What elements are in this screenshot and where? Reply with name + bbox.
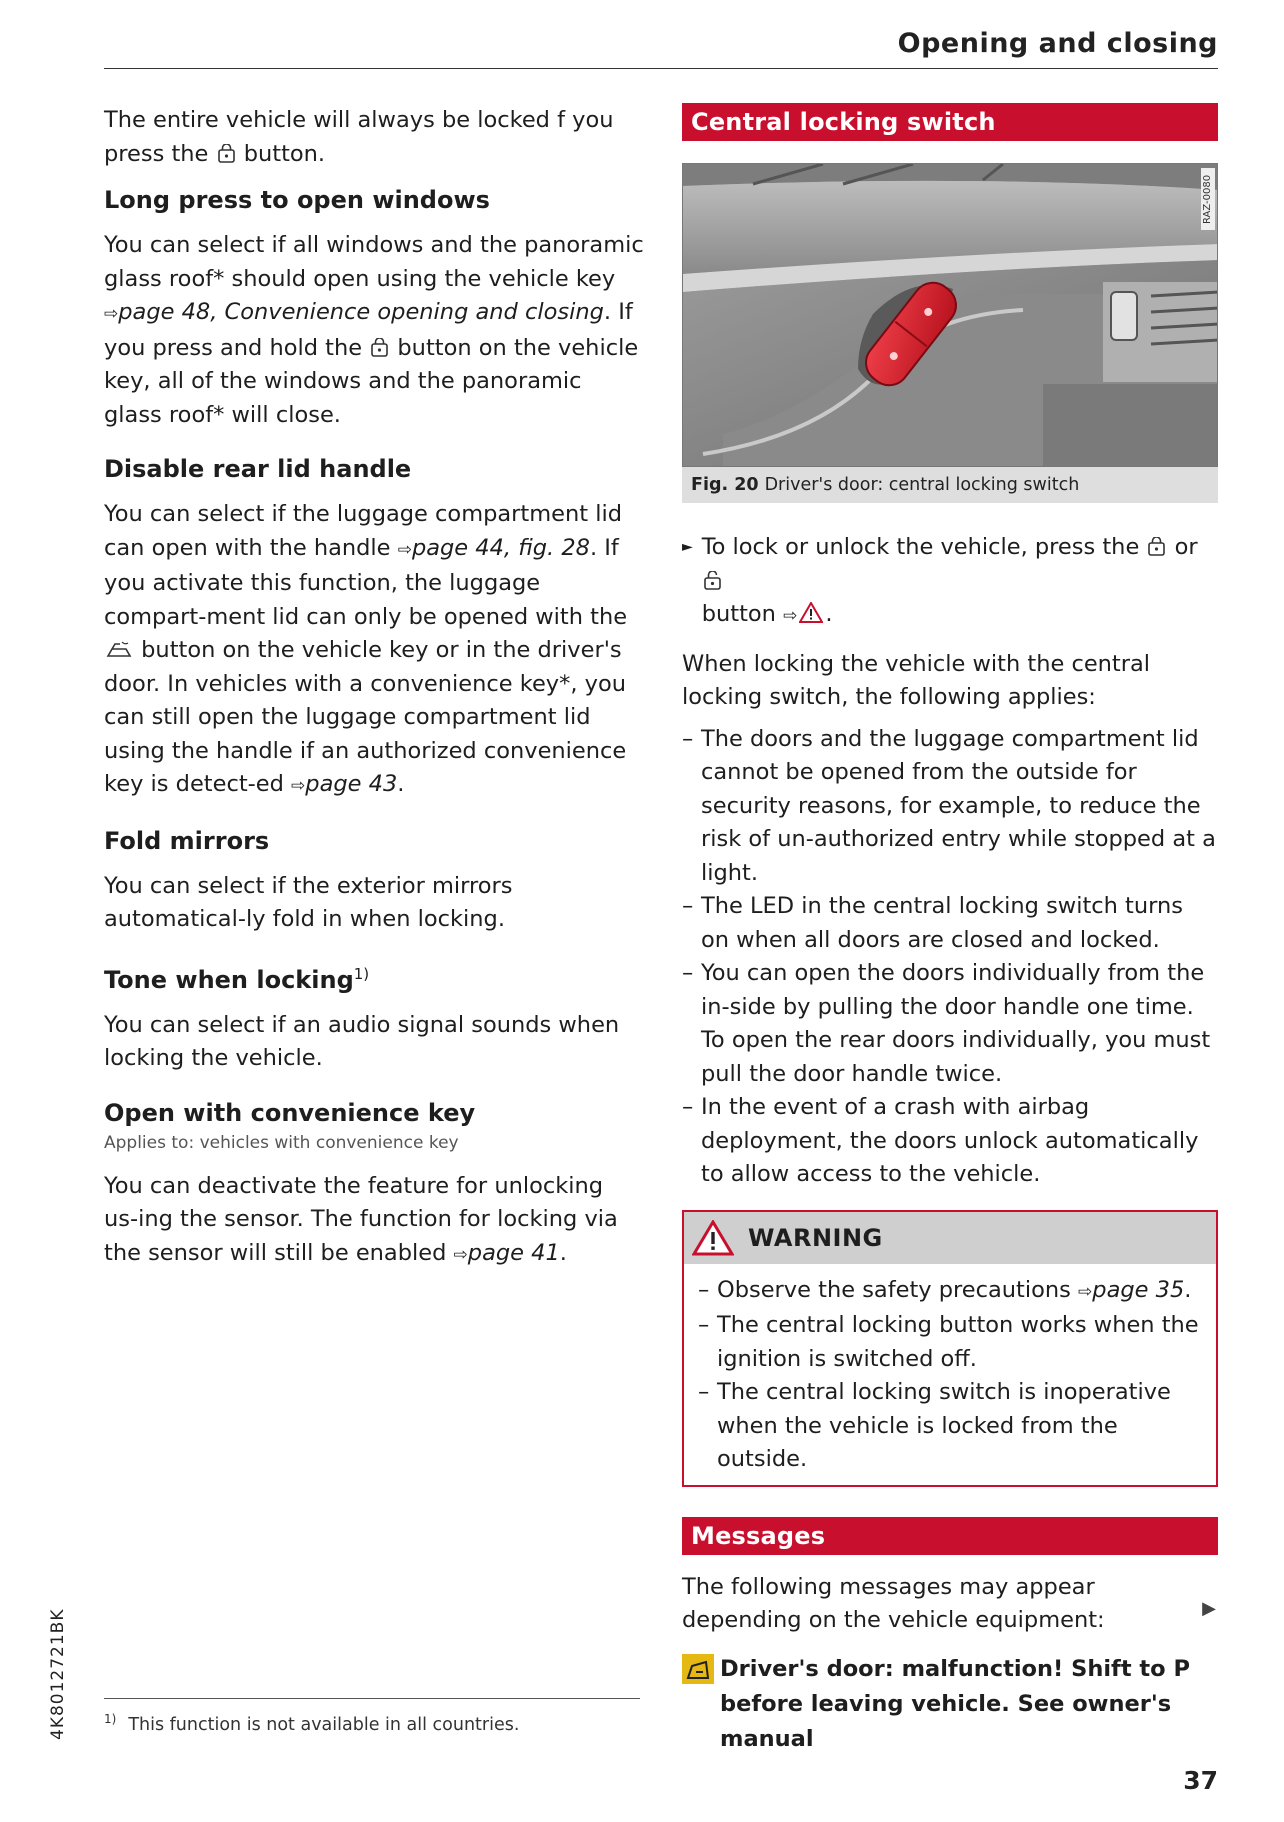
messages-intro: The following messages may appear depending on the vehicle equipment: bbox=[682, 1573, 1105, 1633]
heading-rear-lid: Disable rear lid handle bbox=[104, 455, 412, 483]
page-link[interactable]: page 44, fig. 28 bbox=[411, 534, 590, 561]
paragraph-convenience-key: You can deactivate the feature for unlocking us-ing the sensor. The function for locking via the sensor will still be enabled ⇨page 41. bbox=[104, 1172, 618, 1266]
list-item: – You can open the doors individually from the in-side by pulling the door handle one time. To open the rear doors individually, you must pull the door handle twice. bbox=[682, 957, 1218, 1091]
figure-caption: Fig. 20 Driver's door: central locking switch bbox=[682, 467, 1218, 503]
arrow-icon: ⇨ bbox=[1078, 1281, 1093, 1302]
trunk-open-icon bbox=[106, 640, 132, 659]
header-rule bbox=[104, 68, 1218, 69]
warning-box bbox=[682, 1210, 1218, 1487]
warning-triangle-icon bbox=[692, 1220, 734, 1256]
footnote: $^{1)}$ This function is not available in all countries. bbox=[104, 1712, 520, 1735]
page-link[interactable]: page 43 bbox=[305, 771, 398, 797]
warning-triangle-icon[interactable] bbox=[799, 602, 823, 623]
page-link[interactable]: page 35 bbox=[1092, 1276, 1185, 1303]
intro-paragraph: The entire vehicle will always be locked f you press the button. bbox=[104, 107, 614, 167]
lock-icon bbox=[371, 338, 388, 357]
heading-tone-locking: Tone when locking$^{1)}$ bbox=[104, 964, 370, 994]
page-link[interactable]: page 41 bbox=[467, 1239, 560, 1266]
left-column bbox=[104, 104, 644, 1272]
list-item: – The central locking button works when the ignition is switched off. bbox=[698, 1309, 1206, 1376]
list-item: – Observe the safety precautions ⇨page 35. bbox=[698, 1274, 1206, 1310]
section-bar-central-locking: Central locking switch bbox=[682, 103, 1218, 141]
heading-long-press: Long press to open windows bbox=[104, 186, 490, 214]
document-code: 4K8012721BK bbox=[48, 1608, 68, 1740]
instruction-step bbox=[682, 531, 1218, 634]
lock-icon bbox=[1148, 537, 1165, 556]
arrow-icon: ⇨ bbox=[453, 1244, 468, 1265]
heading-convenience-key: Open with convenience key bbox=[104, 1098, 476, 1127]
step-triangle-icon: ► bbox=[682, 539, 693, 555]
figure-door-illustration bbox=[682, 163, 1218, 467]
list-item: – The LED in the central locking switch turns on when all doors are closed and locked. bbox=[682, 890, 1218, 957]
door-illustration bbox=[683, 164, 1218, 467]
page-number: 37 bbox=[1183, 1766, 1218, 1795]
paragraph-fold-mirrors: You can select if the exterior mirrors automatical-ly fold in when locking. bbox=[104, 872, 513, 932]
paragraph-rear-lid: You can select if the luggage compartment lid can open with the handle ⇨page 44, fig. 28. If you activate this function, the luggage compart-ment lid can only be opened with the button on the vehicle key or in the driver's door. In vehicles with a convenience key*, you can still open the luggage compartment lid using the handle if an authorized convenience key is detect-ed ⇨page 43. bbox=[104, 501, 628, 797]
arrow-icon: ⇨ bbox=[783, 606, 798, 626]
page-link[interactable]: page 48, Convenience opening and closing bbox=[118, 299, 604, 325]
message-text: Driver's door: malfunction! Shift to P before leaving vehicle. See owner's manual bbox=[720, 1655, 1190, 1752]
right-column bbox=[682, 103, 1218, 1757]
arrow-icon: ⇨ bbox=[104, 304, 119, 324]
step-text: To lock or unlock the vehicle, press the or button ⇨ . bbox=[701, 534, 1198, 627]
warning-list bbox=[684, 1264, 1216, 1485]
section-bar-messages: Messages bbox=[682, 1517, 1218, 1555]
paragraph-tone-locking: You can select if an audio signal sounds when locking the vehicle. bbox=[104, 1011, 620, 1071]
heading-fold-mirrors: Fold mirrors bbox=[104, 826, 270, 855]
applies-to-note: Applies to: vehicles with convenience key bbox=[104, 1132, 459, 1153]
locking-bullet-list bbox=[682, 723, 1218, 1192]
arrow-icon: ⇨ bbox=[291, 776, 306, 796]
locking-applies-intro: When locking the vehicle with the central locking switch, the following applies: bbox=[682, 650, 1151, 710]
list-item: – The central locking switch is inoperative when the vehicle is locked from the outside. bbox=[698, 1376, 1206, 1477]
warning-header bbox=[684, 1212, 1216, 1264]
list-item: – The doors and the luggage compartment lid cannot be opened from the outside for security reasons, for example, to reduce the risk of un-authorized entry while stopped at a light. bbox=[682, 723, 1218, 891]
lock-icon bbox=[218, 144, 235, 163]
page-header-title: Opening and closing bbox=[897, 28, 1218, 59]
warning-label: WARNING bbox=[748, 1223, 883, 1252]
paragraph-long-press: You can select if all windows and the panoramic glass roof* should open using the vehicle key ⇨page 48, Convenience opening and closing. If you press and hold the button on the vehicle key, all of the windows and the panoramic glass roof* will close. bbox=[104, 232, 644, 428]
continue-arrow-icon: ▶ bbox=[1202, 1598, 1216, 1619]
unlock-icon bbox=[704, 571, 721, 590]
message-entry bbox=[682, 1652, 1218, 1757]
footnote-rule bbox=[104, 1698, 640, 1699]
footnote-marker: 1) bbox=[353, 964, 370, 983]
door-malfunction-icon bbox=[682, 1654, 714, 1684]
figure-id-label: RAZ-0080 bbox=[1201, 168, 1215, 230]
list-item: – In the event of a crash with airbag deployment, the doors unlock automatically to allow access to the vehicle. bbox=[682, 1091, 1218, 1192]
arrow-icon: ⇨ bbox=[397, 539, 412, 560]
figure-label: Fig. 20 bbox=[691, 475, 759, 495]
